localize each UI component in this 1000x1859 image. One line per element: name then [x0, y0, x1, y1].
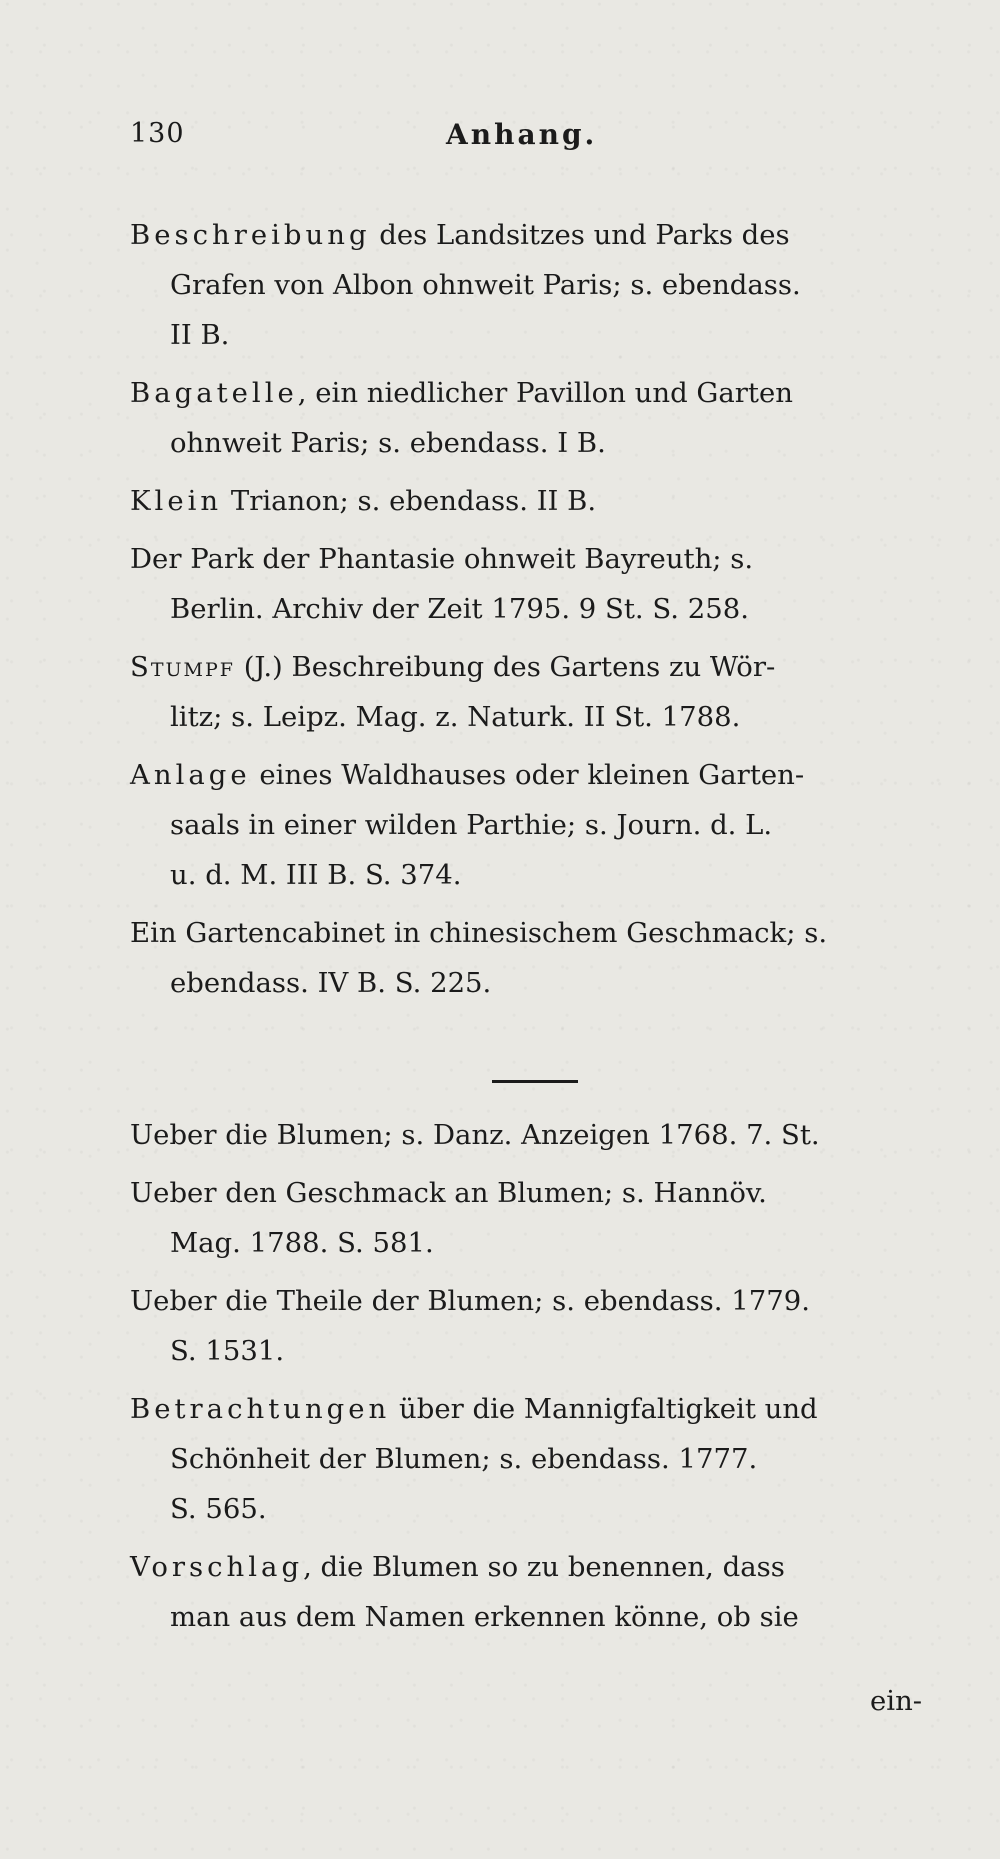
entry-keyword: Klein: [130, 485, 223, 517]
bibliography-entry: [130, 210, 955, 360]
entry-line: [130, 692, 955, 742]
bibliography-entry: [130, 1276, 955, 1376]
entry-line: [130, 1434, 955, 1484]
entry-line: [130, 260, 955, 310]
entry-line: [130, 418, 955, 468]
entry-text: Grafen von Albon ohnweit Paris; s. ebendass.: [170, 269, 801, 301]
entry-text: , die Blumen so zu benennen, dass: [303, 1551, 785, 1583]
entry-line: [130, 476, 955, 526]
entry-text: man aus dem Namen erkennen könne, ob sie: [170, 1601, 799, 1633]
bibliography-entry: [130, 1110, 955, 1160]
page-header: [130, 118, 820, 158]
bibliography-entry: [130, 1168, 955, 1268]
entry-text: Ueber die Theile der Blumen; s. ebendass. 1779.: [130, 1285, 811, 1317]
entry-text: Ein Gartencabinet in chinesischem Geschmack; s.: [130, 917, 828, 949]
bibliography-section-flowers: [130, 1110, 955, 1650]
bibliography-section-gardens: [130, 210, 955, 1016]
entry-line: [130, 210, 955, 260]
entry-text: litz; s. Leipz. Mag. z. Naturk. II St. 1788.: [170, 701, 741, 733]
bibliography-entry: [130, 1542, 955, 1642]
entry-line: [130, 642, 955, 692]
entry-line: [130, 1384, 955, 1434]
entry-line: [130, 850, 955, 900]
entry-line: [130, 958, 955, 1008]
entry-line: [130, 1484, 955, 1534]
entry-keyword: Vorschlag: [130, 1551, 304, 1583]
entry-text: S. 1531.: [170, 1335, 285, 1367]
entry-text: , ein niedlicher Pavillon und Garten: [297, 377, 793, 409]
entry-line: [130, 1218, 955, 1268]
entry-text: Mag. 1788. S. 581.: [170, 1227, 434, 1259]
entry-line: [130, 584, 955, 634]
entry-keyword: Anlage: [130, 759, 251, 791]
entry-text: Schönheit der Blumen; s. ebendass. 1777.: [170, 1443, 758, 1475]
entry-line: [130, 310, 955, 360]
entry-line: [130, 908, 955, 958]
entry-text: über die Mannigfaltigkeit und: [390, 1393, 818, 1425]
bibliography-entry: [130, 476, 955, 526]
running-head: Anhang.: [446, 118, 598, 151]
entry-text: S. 565.: [170, 1493, 267, 1525]
section-divider: [492, 1080, 578, 1083]
entry-text: ohnweit Paris; s. ebendass. I B.: [170, 427, 606, 459]
bibliography-entry: [130, 534, 955, 634]
entry-text: des Landsitzes und Parks des: [370, 219, 790, 251]
entry-text: Trianon; s. ebendass. II B.: [222, 485, 597, 517]
bibliography-entry: [130, 908, 955, 1008]
entry-line: [130, 534, 955, 584]
entry-line: [130, 1276, 955, 1326]
entry-line: [130, 368, 955, 418]
entry-keyword: Beschreibung: [130, 219, 371, 251]
entry-keyword: Betrachtungen: [130, 1393, 391, 1425]
entry-line: [130, 1110, 955, 1160]
entry-text: Ueber die Blumen; s. Danz. Anzeigen 1768. 7. St.: [130, 1119, 820, 1151]
entry-text: eines Waldhauses oder kleinen Garten-: [250, 759, 805, 791]
entry-keyword: Bagatelle: [130, 377, 298, 409]
entry-text: Berlin. Archiv der Zeit 1795. 9 St. S. 258.: [170, 593, 749, 625]
bibliography-entry: [130, 1384, 955, 1534]
entry-text: (J.) Beschreibung des Gartens zu Wör-: [234, 651, 776, 683]
entry-line: [130, 1168, 955, 1218]
entry-text: ebendass. IV B. S. 225.: [170, 967, 492, 999]
entry-line: [130, 1542, 955, 1592]
entry-text: Ueber den Geschmack an Blumen; s. Hannöv.: [130, 1177, 767, 1209]
entry-line: [130, 1326, 955, 1376]
entry-keyword: Stumpf: [130, 651, 235, 683]
entry-text: u. d. M. III B. S. 374.: [170, 859, 462, 891]
entry-text: II B.: [170, 319, 230, 351]
bibliography-entry: [130, 642, 955, 742]
entry-line: [130, 750, 955, 800]
page-number: 130: [130, 118, 185, 149]
entry-text: saals in einer wilden Parthie; s. Journ. d. L.: [170, 809, 773, 841]
catchword: ein-: [870, 1685, 923, 1717]
bibliography-entry: [130, 368, 955, 468]
entry-text: Der Park der Phantasie ohnweit Bayreuth; s.: [130, 543, 754, 575]
entry-line: [130, 800, 955, 850]
bibliography-entry: [130, 750, 955, 900]
entry-line: [130, 1592, 955, 1642]
